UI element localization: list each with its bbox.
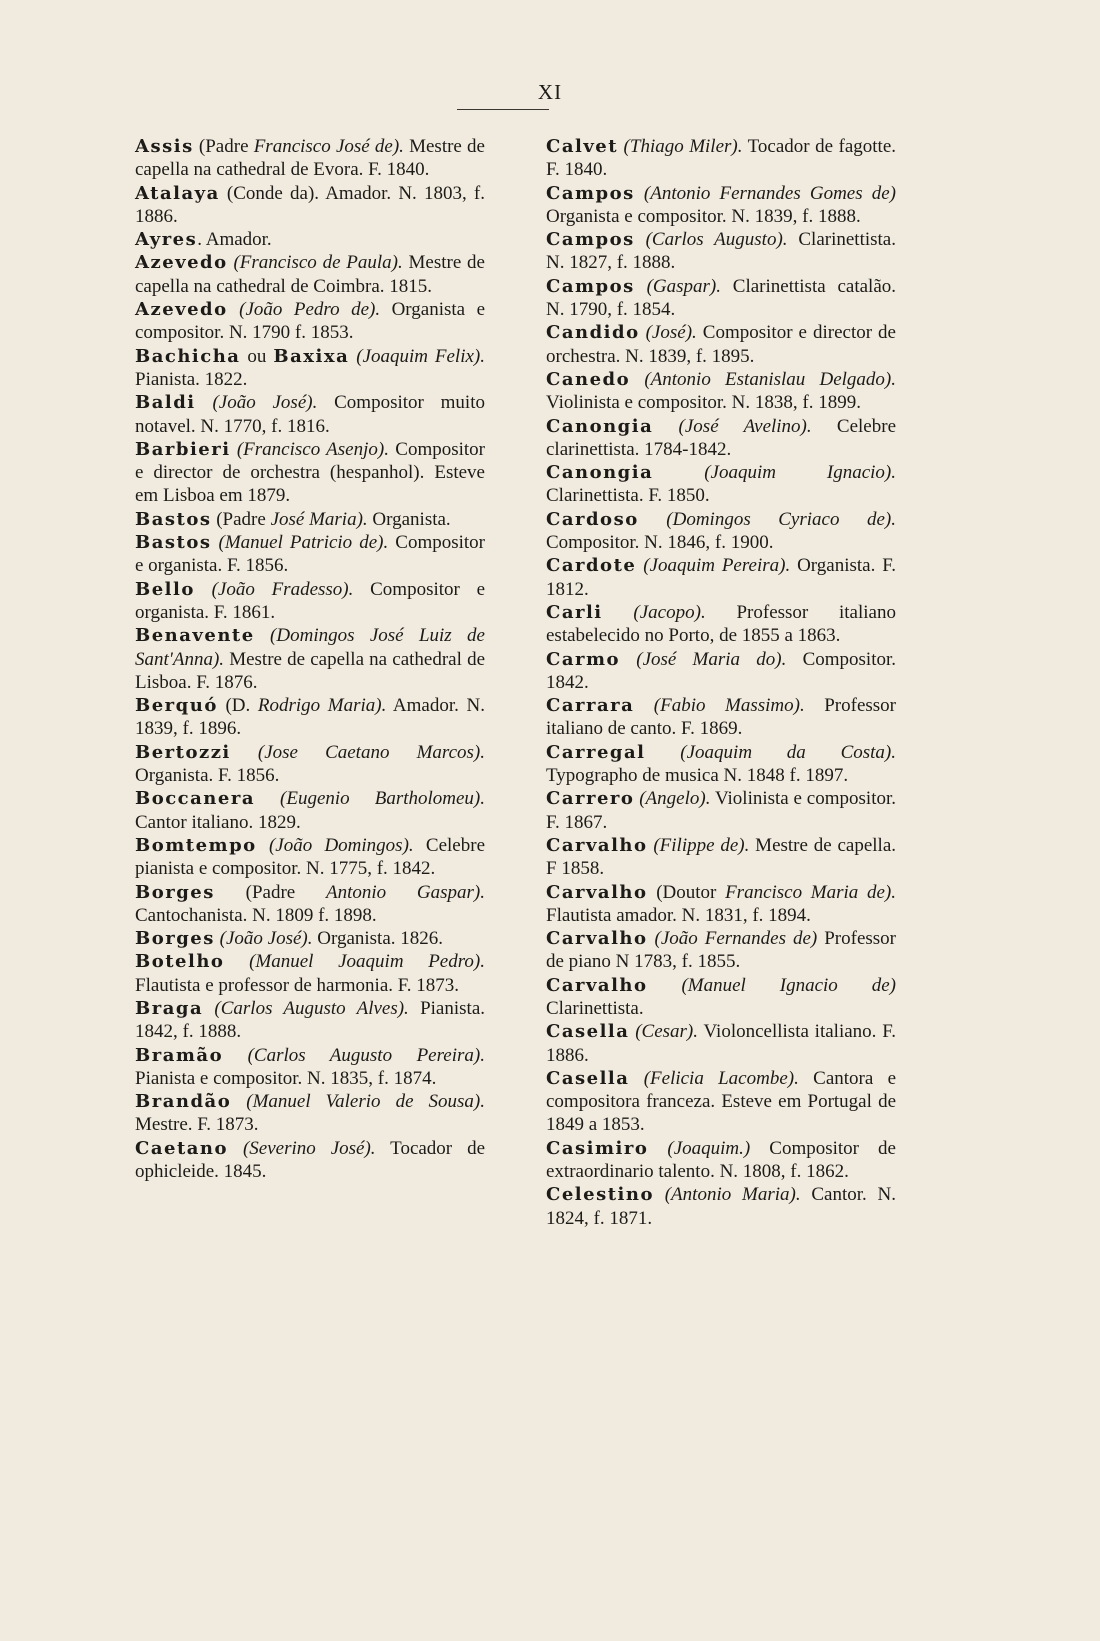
dictionary-entry xyxy=(135,228,485,251)
dictionary-entry xyxy=(135,531,485,578)
entry-given-names: Rodrigo Maria). xyxy=(257,695,387,717)
dictionary-entry xyxy=(546,228,896,275)
dictionary-entry xyxy=(135,251,485,298)
entry-description: Compositor. 1842. xyxy=(546,648,897,693)
entry-prefix xyxy=(603,602,634,623)
entry-description: Compositor e director de orchestra (hespanhol). Esteve em Lisboa em 1879. xyxy=(135,438,485,507)
entry-prefix xyxy=(231,1091,246,1112)
entry-prefix: (Padre xyxy=(214,881,326,903)
entry-prefix: (D. xyxy=(217,695,258,717)
entry-given-names: (Eugenio Bartholomeu). xyxy=(280,788,485,810)
entry-given-names: (Manuel Valerio de Sousa). xyxy=(246,1091,486,1113)
entry-prefix: ou xyxy=(240,345,274,367)
entry-prefix xyxy=(646,742,681,763)
entry-prefix xyxy=(639,509,667,530)
entry-surname: Casella xyxy=(546,1067,630,1089)
entry-given-names: (Filippe de). xyxy=(653,834,750,856)
entry-description: Cantora e compositora franceza. Esteve em Portugal de 1849 a 1853. xyxy=(546,1067,896,1136)
entry-surname: Casella xyxy=(546,1021,630,1043)
entry-surname: Carvalho xyxy=(546,834,648,856)
entry-description: Celebre clarinettista. 1784-1842. xyxy=(546,415,896,460)
dictionary-entry xyxy=(546,554,896,601)
entry-description: Violinista e compositor. N. 1838, f. 1899. xyxy=(546,392,861,414)
entry-prefix xyxy=(648,1138,667,1159)
entry-surname: Azevedo xyxy=(135,252,228,274)
entry-surname: Ayres xyxy=(135,229,198,251)
entry-given-names: (Manuel Joaquim Pedro). xyxy=(249,951,485,973)
entry-surname: Casimiro xyxy=(546,1137,649,1159)
entry-surname: Brandão xyxy=(135,1091,232,1113)
dictionary-entry xyxy=(546,461,896,508)
dictionary-entry xyxy=(135,997,485,1044)
entry-prefix: (Padre xyxy=(193,136,254,157)
entry-given-names: (Carlos Augusto Alves). xyxy=(214,997,409,1019)
dictionary-entry xyxy=(135,694,485,741)
entry-surname: Cardote xyxy=(546,555,637,577)
entry-surname: Bastos xyxy=(135,532,212,554)
entry-description: Professor de piano N 1783, f. 1855. xyxy=(546,928,896,973)
dictionary-entry xyxy=(135,787,485,834)
entry-description: Professor italiano estabelecido no Porto, de 1855 a 1863. xyxy=(546,601,896,647)
entry-description: Pianista. 1842, f. 1888. xyxy=(135,997,485,1043)
dictionary-entry xyxy=(135,741,485,788)
entry-description: Compositor e organista. F. 1861. xyxy=(135,578,486,623)
dictionary-entry xyxy=(135,950,485,997)
entry-surname: Cardoso xyxy=(546,508,639,530)
entry-given-names: (Antonio Fernandes Gomes de) xyxy=(643,182,897,204)
entry-prefix xyxy=(223,1045,248,1066)
entry-surname: Berquó xyxy=(135,695,218,717)
entry-surname: Bello xyxy=(135,578,195,600)
entry-prefix xyxy=(257,835,269,856)
entry-given-names: (Fabio Massimo). xyxy=(653,695,805,717)
entry-prefix: (Conde da). Amador. N. 1803, f. 1886. xyxy=(135,182,485,227)
entry-given-names: (Cesar). xyxy=(635,1021,699,1043)
entry-given-names: (João José). xyxy=(219,928,313,950)
entry-surname: Candido xyxy=(546,322,640,344)
entry-description: Clarinettista. xyxy=(546,997,644,1019)
entry-given-names: (Joaquim da Costa). xyxy=(680,741,897,763)
dictionary-entry xyxy=(135,135,485,182)
entry-surname: Canongia xyxy=(546,462,654,484)
entry-prefix xyxy=(620,649,636,670)
entry-given-names: José Maria). xyxy=(270,508,368,530)
entry-given-names: (João Domingos). xyxy=(268,834,414,856)
entry-description: Cantochanista. N. 1809 f. 1898. xyxy=(135,904,377,926)
dictionary-entry xyxy=(546,1020,896,1067)
entry-surname: Bachicha xyxy=(135,345,241,367)
entry-given-names: (Gaspar). xyxy=(646,275,721,297)
entry-description: Organista e compositor. N. 1839, f. 1888. xyxy=(546,205,861,227)
dictionary-entry xyxy=(135,881,485,928)
dictionary-entry xyxy=(135,508,485,531)
entry-prefix xyxy=(255,788,280,809)
dictionary-entry xyxy=(135,1137,485,1184)
entry-given-names: Francisco Maria de). xyxy=(725,881,896,903)
entry-description: Celebre pianista e compositor. N. 1775, f. 1842. xyxy=(135,834,485,880)
entry-surname: Carvalho xyxy=(546,881,648,903)
dictionary-entry xyxy=(546,321,896,368)
entry-prefix: . Amador. xyxy=(197,229,272,251)
entry-surname: Carrero xyxy=(546,788,635,810)
entry-description: Clarinettista. F. 1850. xyxy=(546,485,710,507)
entry-prefix xyxy=(211,532,218,553)
entry-surname: Canongia xyxy=(546,415,654,437)
entry-description: Typographo de musica N. 1848 f. 1897. xyxy=(546,765,849,787)
entry-description: Flautista amador. N. 1831, f. 1894. xyxy=(546,904,811,926)
entry-description: Compositor muito notavel. N. 1770, f. 1816. xyxy=(135,392,485,437)
entry-prefix xyxy=(203,998,214,1019)
entry-given-names: (Manuel Ignacio de) xyxy=(681,974,896,996)
entry-prefix xyxy=(648,928,655,949)
entry-given-names: (Joaquim.) xyxy=(667,1137,751,1159)
dictionary-entry xyxy=(135,1044,485,1091)
page-number: XI xyxy=(537,80,563,104)
entry-prefix xyxy=(653,416,678,437)
entry-given-names: (Domingos José Luiz de Sant'Anna). xyxy=(135,625,485,670)
entry-surname: Borges xyxy=(135,881,215,903)
dictionary-entry xyxy=(546,741,896,788)
entry-surname: Campos xyxy=(546,182,635,204)
header-rule xyxy=(457,109,549,110)
entry-surname: Bomtempo xyxy=(135,834,257,856)
entry-prefix xyxy=(635,276,647,297)
entry-description: Compositor. N. 1846, f. 1900. xyxy=(546,532,774,554)
entry-surname: Braga xyxy=(135,997,204,1019)
entry-prefix xyxy=(630,369,644,390)
dictionary-entry xyxy=(546,648,896,695)
entry-prefix xyxy=(648,975,682,996)
entry-description: Violinista e compositor. F. 1867. xyxy=(546,788,897,833)
entry-given-names: (João Fernandes de) xyxy=(654,928,818,950)
entry-surname: Baxixa xyxy=(273,345,350,367)
entry-surname: Canedo xyxy=(546,368,631,390)
entry-description: Pianista. 1822. xyxy=(135,368,248,390)
entry-description: Cantor. N. 1824, f. 1871. xyxy=(546,1184,897,1229)
entry-description: Clarinettista catalão. N. 1790, f. 1854. xyxy=(546,275,897,321)
entry-description: Tocador de ophicleide. 1845. xyxy=(135,1137,486,1183)
entry-description: Mestre de capella na cathedral de Coimbra. 1815. xyxy=(135,252,485,297)
entry-description: Organista. 1826. xyxy=(312,928,444,950)
dictionary-entry xyxy=(546,182,896,229)
entry-surname: Benavente xyxy=(135,625,255,647)
entry-prefix xyxy=(629,1068,643,1089)
dictionary-entry xyxy=(546,694,896,741)
entry-given-names: (Manuel Patricio de). xyxy=(218,532,389,554)
entry-description: Flautista e professor de harmonia. F. 1873. xyxy=(135,974,460,996)
entry-given-names: Antonio Gaspar). xyxy=(325,881,485,903)
dictionary-entry xyxy=(546,1137,896,1184)
entry-surname: Botelho xyxy=(135,951,225,973)
entry-surname: Bertozzi xyxy=(135,741,231,763)
entry-given-names: (José). xyxy=(645,322,697,344)
entry-description: Compositor e organista. F. 1856. xyxy=(135,532,485,577)
entry-surname: Campos xyxy=(546,229,635,251)
entry-surname: Caetano xyxy=(135,1137,229,1159)
entry-description: Mestre de capella na cathedral de Evora. F. 1840. xyxy=(135,136,485,181)
entry-prefix xyxy=(228,299,239,320)
dictionary-entry xyxy=(135,1090,485,1137)
dictionary-entry xyxy=(546,974,896,1021)
dictionary-entry xyxy=(135,298,485,345)
entry-prefix xyxy=(635,183,644,204)
dictionary-entry xyxy=(546,368,896,415)
entry-given-names: (Angelo). xyxy=(639,788,711,810)
dictionary-entry xyxy=(546,415,896,462)
dictionary-entry xyxy=(546,881,896,928)
entry-prefix xyxy=(654,1184,665,1205)
entry-surname: Campos xyxy=(546,275,635,297)
dictionary-entry xyxy=(546,1183,896,1230)
entry-given-names: (Joaquim Pereira). xyxy=(643,555,791,577)
entry-description: Professor italiano de canto. F. 1869. xyxy=(546,695,896,740)
right-column xyxy=(546,135,896,1230)
entry-given-names: (José Maria do). xyxy=(636,648,787,670)
entry-given-names: (João Pedro de). xyxy=(239,299,381,321)
entry-given-names: (João Fradesso). xyxy=(211,578,354,600)
dictionary-entry xyxy=(135,578,485,625)
entry-description: Amador. N. 1839, f. 1896. xyxy=(135,695,485,740)
entry-description: Violoncellista italiano. F. 1886. xyxy=(546,1021,896,1066)
entry-description: Organista. F. 1856. xyxy=(135,765,280,787)
entry-given-names: (Joaquim Ignacio). xyxy=(704,462,896,484)
entry-prefix xyxy=(255,625,270,646)
entry-surname: Bramão xyxy=(135,1044,224,1066)
entry-description: Mestre de capella na cathedral de Lisboa. F. 1876. xyxy=(135,648,485,693)
left-column xyxy=(135,135,485,1183)
entry-surname: Azevedo xyxy=(135,299,228,321)
entry-given-names: (João José). xyxy=(212,392,318,414)
entry-surname: Calvet xyxy=(546,136,619,157)
entry-given-names: (Jacopo). xyxy=(633,601,706,623)
entry-description: Mestre. F. 1873. xyxy=(135,1114,259,1136)
entry-description: Organista. F. 1812. xyxy=(546,555,897,600)
entry-given-names: (Carlos Augusto). xyxy=(645,229,788,251)
dictionary-entry xyxy=(135,345,485,392)
entry-given-names: (José Avelino). xyxy=(678,415,812,437)
entry-surname: Carmo xyxy=(546,648,621,670)
entry-prefix: (Padre xyxy=(211,508,271,530)
entry-given-names: (Domingos Cyriaco de). xyxy=(666,508,897,530)
entry-given-names: (Jose Caetano Marcos). xyxy=(257,741,485,763)
entry-prefix xyxy=(224,951,249,972)
dictionary-entry xyxy=(546,787,896,834)
entry-description: Pianista e compositor. N. 1835, f. 1874. xyxy=(135,1067,437,1089)
entry-description: Cantor italiano. 1829. xyxy=(135,811,301,833)
entry-prefix xyxy=(228,1138,243,1159)
entry-surname: Carvalho xyxy=(546,974,648,996)
dictionary-entry xyxy=(546,508,896,555)
entry-surname: Barbieri xyxy=(135,438,231,460)
entry-given-names: (Severino José). xyxy=(242,1137,376,1159)
entry-prefix xyxy=(195,579,212,600)
dictionary-entry xyxy=(546,601,896,648)
entry-surname: Atalaya xyxy=(135,182,220,204)
entry-given-names: Francisco José de). xyxy=(253,136,404,157)
entry-prefix xyxy=(634,695,654,716)
dictionary-entry xyxy=(546,927,896,974)
entry-description: Organista e compositor. N. 1790 f. 1853. xyxy=(135,299,485,344)
dictionary-entry xyxy=(546,275,896,322)
entry-surname: Boccanera xyxy=(135,788,255,810)
entry-surname: Carrara xyxy=(546,695,635,717)
dictionary-entry xyxy=(135,927,485,950)
dictionary-entry xyxy=(135,182,485,229)
dictionary-entry xyxy=(546,834,896,881)
dictionary-entry xyxy=(135,834,485,881)
entry-surname: Celestino xyxy=(546,1184,654,1206)
entry-given-names: (Carlos Augusto Pereira). xyxy=(247,1044,485,1066)
entry-description: Tocador de fagotte. F. 1840. xyxy=(546,136,896,181)
entry-given-names: (Francisco Asenjo). xyxy=(236,438,389,460)
entry-prefix xyxy=(231,742,258,763)
entry-surname: Carvalho xyxy=(546,928,648,950)
entry-prefix xyxy=(635,229,646,250)
dictionary-entry xyxy=(135,438,485,508)
dictionary-entry xyxy=(546,1067,896,1137)
entry-given-names: (Antonio Maria). xyxy=(664,1184,801,1206)
entry-given-names: (Francisco de Paula). xyxy=(233,252,403,274)
entry-given-names: (Felicia Lacombe). xyxy=(643,1067,799,1089)
entry-surname: Assis xyxy=(135,136,194,157)
entry-description: Compositor e director de orchestra. N. 1839, f. 1895. xyxy=(546,322,896,367)
entry-description: Clarinettista. N. 1827, f. 1888. xyxy=(546,229,896,274)
entry-given-names: (Antonio Estanislau Delgado). xyxy=(644,368,897,390)
entry-prefix xyxy=(653,462,704,483)
entry-given-names: (Joaquim Felix). xyxy=(356,345,486,367)
entry-prefix xyxy=(196,392,213,413)
entry-surname: Carregal xyxy=(546,741,646,763)
entry-description: Compositor de extraordinario talento. N. 1808, f. 1862. xyxy=(546,1137,896,1183)
entry-given-names: (Thiago Miler). xyxy=(623,136,743,157)
dictionary-entry xyxy=(135,391,485,438)
entry-description: Organista. xyxy=(367,508,451,530)
entry-prefix: (Doutor xyxy=(647,881,726,903)
entry-surname: Baldi xyxy=(135,392,196,414)
entry-description: Mestre de capella. F 1858. xyxy=(546,834,897,880)
entry-surname: Carli xyxy=(546,601,603,623)
entry-surname: Bastos xyxy=(135,508,212,530)
dictionary-entry xyxy=(135,624,485,694)
entry-surname: Borges xyxy=(135,928,215,950)
dictionary-entry xyxy=(546,135,896,182)
